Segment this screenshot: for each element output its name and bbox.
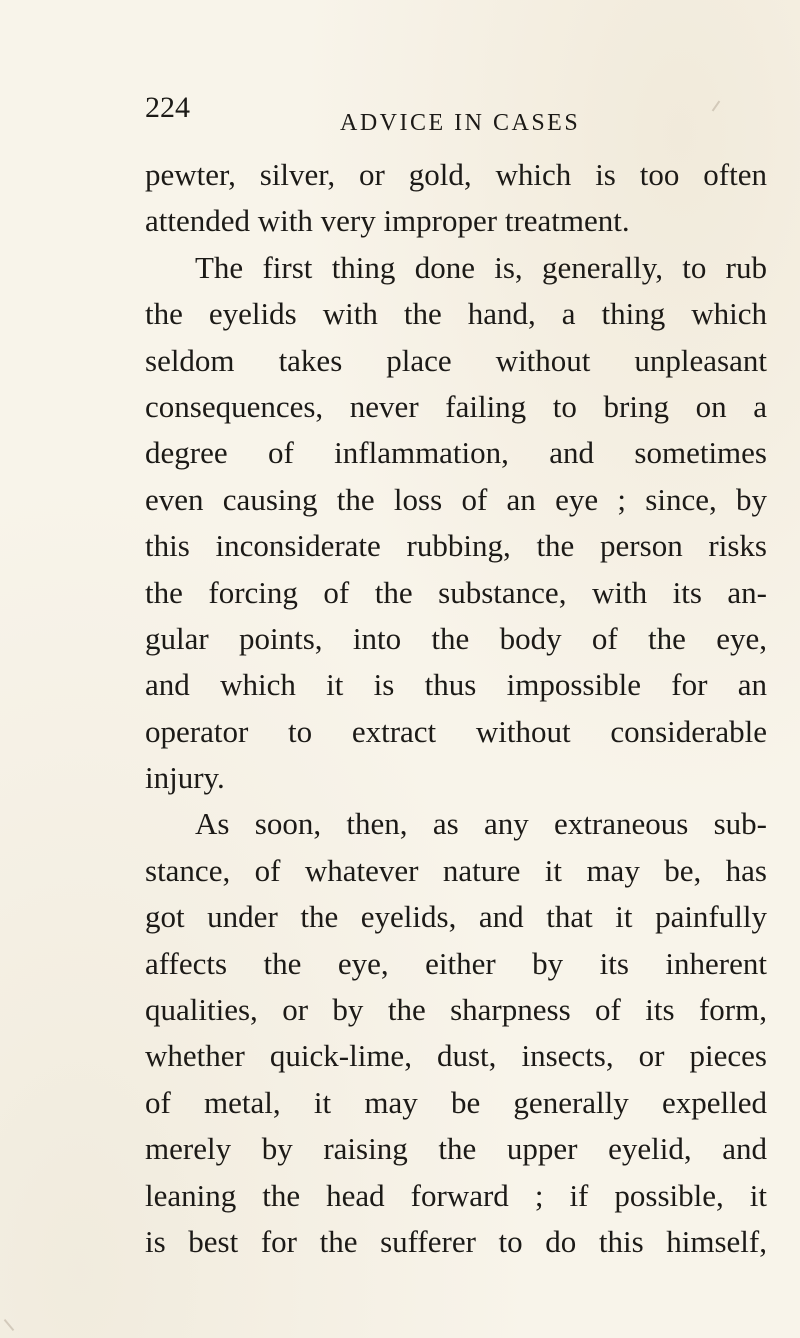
text-line: operator to extract without considerable: [145, 713, 767, 749]
text-line: attended with very improper treatment.: [145, 203, 630, 239]
text-line: seldom takes place without unpleasant: [145, 342, 767, 378]
text-line: this inconsiderate rubbing, the person risks: [145, 528, 767, 564]
text-line: consequences, never failing to bring on a: [145, 388, 767, 424]
text-line: gular points, into the body of the eye,: [145, 620, 767, 656]
running-head: ADVICE IN CASES: [340, 110, 581, 136]
text-line: pewter, silver, or gold, which is too often: [145, 157, 767, 192]
text-line: stance, of whatever nature it may be, has: [145, 852, 767, 888]
page-number: 224: [145, 91, 190, 124]
paper-speck: [712, 101, 721, 112]
text-line: leaning the head forward ; if possible, it: [145, 1177, 767, 1213]
text-line: As soon, then, as any extraneous sub-: [195, 806, 767, 842]
text-line: even causing the loss of an eye ; since, by: [145, 481, 767, 517]
text-line: the eyelids with the hand, a thing which: [145, 296, 767, 332]
body-text: [145, 152, 767, 1265]
text-line: qualities, or by the sharpness of its form,: [145, 992, 767, 1028]
text-line: injury.: [145, 760, 225, 796]
text-line: The first thing done is, generally, to rub: [195, 249, 767, 285]
paper-speck: [4, 1319, 15, 1331]
text-line: is best for the sufferer to do this himself,: [145, 1223, 767, 1259]
text-line: whether quick-lime, dust, insects, or pieces: [145, 1038, 767, 1074]
text-line: and which it is thus impossible for an: [145, 667, 767, 703]
text-line: degree of inflammation, and sometimes: [145, 435, 767, 471]
text-line: merely by raising the upper eyelid, and: [145, 1131, 767, 1167]
text-line: got under the eyelids, and that it painfully: [145, 899, 767, 935]
text-line: the forcing of the substance, with its an-: [145, 574, 767, 610]
text-line: of metal, it may be generally expelled: [145, 1084, 767, 1120]
text-line: affects the eye, either by its inherent: [145, 945, 767, 981]
